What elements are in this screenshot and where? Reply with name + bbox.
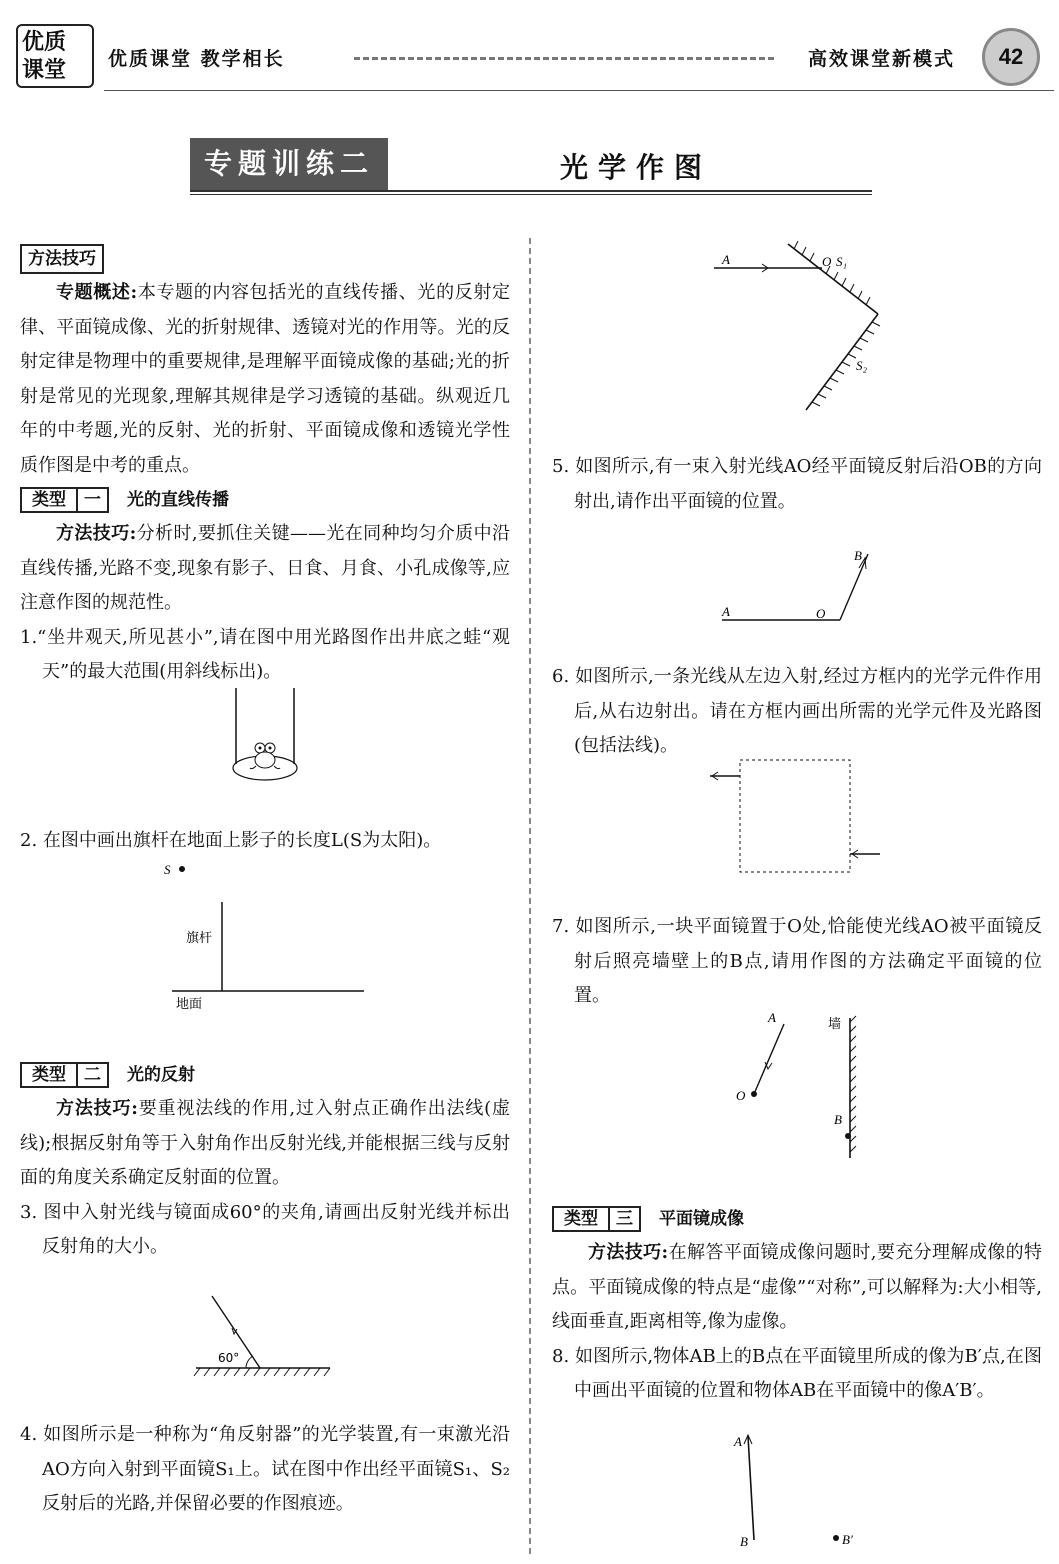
q6-box-figure xyxy=(706,758,886,878)
q7-point-b xyxy=(845,1133,851,1139)
object-ab xyxy=(748,1436,754,1540)
q5-o-label: O xyxy=(816,606,826,621)
type3-lead: 方法技巧: xyxy=(588,1242,669,1263)
left-type2-block xyxy=(20,1058,510,1265)
q8-b-label: B xyxy=(740,1534,748,1549)
type2-name: 光的反射 xyxy=(127,1064,195,1084)
overview-lead: 专题概述: xyxy=(56,282,138,303)
type1-num: 一 xyxy=(84,490,101,509)
right-q7-block xyxy=(552,910,1042,1014)
pole-label: 旗杆 xyxy=(186,931,213,946)
angle-label: 60° xyxy=(218,1351,240,1365)
header-rule xyxy=(104,90,1054,91)
q5-ray-ob xyxy=(840,554,868,620)
banner-label: 专题训练二 xyxy=(190,138,388,190)
question-4: 4. 如图所示是一种称为“角反射器”的光学装置,有一束激光沿AO方向入射到平面镜S₁上。试在图中作出经平面镜S₁、S₂反射后的光路,并保留必要的作图痕迹。 xyxy=(20,1424,510,1514)
type1-bar xyxy=(20,485,510,515)
logo-line1: 优质 xyxy=(22,29,67,55)
q3-mirror-figure xyxy=(192,1290,342,1390)
q7-a-label: A xyxy=(768,1010,776,1025)
slogan-right: 高效课堂新模式 xyxy=(808,48,956,70)
q2-flagpole-figure xyxy=(160,858,370,1018)
left-q4-block xyxy=(20,1418,510,1522)
logo xyxy=(16,24,94,88)
ground-label: 地面 xyxy=(176,997,203,1012)
left-column xyxy=(20,242,510,690)
type1-lead: 方法技巧: xyxy=(56,523,137,544)
question-7: 7. 如图所示,一块平面镜置于O处,恰能使光线AO被平面镜反射后照亮墙壁上的B点,请用作图的方法确定平面镜的位置。 xyxy=(552,916,1042,1006)
q5-figure xyxy=(718,546,878,626)
q1-well-figure xyxy=(228,686,308,786)
type2-tip xyxy=(20,1092,510,1196)
slogan-left: 优质课堂 教学相长 xyxy=(108,48,285,70)
type1-name: 光的直线传播 xyxy=(127,489,229,509)
type1-tip xyxy=(20,517,510,621)
type2-label: 类型 xyxy=(22,1064,78,1086)
right-type3-block xyxy=(552,1202,1042,1409)
q8-figure xyxy=(730,1428,870,1552)
q4-s1-label: S₁ xyxy=(836,254,848,269)
question-5: 5. 如图所示,有一束入射光线AO经平面镜反射后沿OB的方向射出,请作出平面镜的位置。 xyxy=(552,456,1042,512)
page-header xyxy=(16,24,1046,94)
sun-point xyxy=(179,866,185,872)
question-8: 8. 如图所示,物体AB上的B点在平面镜里所成的像为B′点,在图中画出平面镜的位置和物体AB在平面镜中的像A′B′。 xyxy=(552,1345,1042,1401)
type3-tip xyxy=(552,1236,1042,1340)
column-divider xyxy=(529,238,531,1554)
q8-bp-label: B′ xyxy=(842,1532,853,1547)
question-1: 1.“坐井观天,所见甚小”,请在图中用光路图作出井底之蛙“观天”的最大范围(用斜线标出)。 xyxy=(20,626,510,682)
right-q6-block xyxy=(552,660,1042,764)
question-2: 2. 在图中画出旗杆在地面上影子的长度L(S为太阳)。 xyxy=(20,830,442,851)
q4-s2-label: S₂ xyxy=(856,358,868,373)
type2-bar xyxy=(20,1060,510,1090)
q5-b-label: B xyxy=(854,548,862,563)
overview-text: 本专题的内容包括光的直线传播、光的反射定律、平面镜成像、光的折射规律、透镜对光的作用等。光的反射定律是物理中的重要规律,是理解平面镜成像的基础;光的折射是常见的光现象,理解其规律是学习透镜的基础。纵观近几年的中考题,光的反射、光的折射、平面镜成像和透镜光学性质作图是中考的重点。 xyxy=(20,282,510,476)
type1-text: 分析时,要抓住关键——光在同种均匀介质中沿直线传播,光路不变,现象有影子、日食、月食、小孔成像等,应注意作图的规范性。 xyxy=(20,523,510,613)
sun-label: S xyxy=(164,862,171,877)
overview-paragraph xyxy=(20,276,510,483)
type3-name: 平面镜成像 xyxy=(659,1208,744,1228)
logo-line2: 课堂 xyxy=(22,57,67,83)
question-6: 6. 如图所示,一条光线从左边入射,经过方框内的光学元件作用后,从右边射出。请在方框内画出所需的光学元件及光路图(包括法线)。 xyxy=(552,666,1042,756)
image-point-bp xyxy=(833,1535,839,1541)
q4-o-label: O xyxy=(822,254,832,269)
q5-a-label: A xyxy=(722,604,730,619)
type1-label: 类型 xyxy=(22,489,78,511)
banner-rule-thin xyxy=(190,194,872,195)
frog-icon xyxy=(250,743,280,769)
page-number: 42 xyxy=(982,28,1040,86)
q7-o-label: O xyxy=(736,1088,746,1103)
title-banner xyxy=(190,138,872,194)
type2-lead: 方法技巧: xyxy=(56,1098,138,1119)
type2-text: 要重视法线的作用,过入射点正确作出法线(虚线);根据反射角等于入射角作出反射光线,并能根据三线与反射面的角度关系确定反射面的位置。 xyxy=(20,1098,510,1188)
type3-bar xyxy=(552,1204,1042,1234)
method-tag: 方法技巧 xyxy=(20,244,104,274)
wall-label: 墙 xyxy=(828,1017,842,1032)
optical-box xyxy=(740,760,850,872)
q7-point-o xyxy=(751,1091,757,1097)
question-3: 3. 图中入射光线与镜面成60°的夹角,请画出反射光线并标出反射角的大小。 xyxy=(20,1201,510,1257)
header-dash-divider xyxy=(354,57,774,60)
q4-corner-reflector-figure xyxy=(710,238,900,418)
page-title: 光学作图 xyxy=(560,151,713,184)
banner-rule xyxy=(190,190,872,192)
right-q5-block xyxy=(552,450,1042,519)
type3-text: 在解答平面镜成像问题时,要充分理解成像的特点。平面镜成像的特点是“虚像”“对称”,可以解释为:大小相等,线面垂直,距离相等,像为虚像。 xyxy=(552,1242,1042,1332)
type3-num: 三 xyxy=(616,1209,633,1228)
q7-figure xyxy=(732,1010,872,1170)
q7-b-label: B xyxy=(834,1112,842,1127)
q8-a-label: A xyxy=(734,1434,742,1449)
q4-a-label: A xyxy=(722,252,730,267)
type2-num: 二 xyxy=(84,1065,101,1084)
mirror-s1 xyxy=(788,244,878,314)
q7-ray-ao xyxy=(754,1024,784,1094)
type3-label: 类型 xyxy=(554,1208,610,1230)
left-q2-block xyxy=(20,824,510,859)
